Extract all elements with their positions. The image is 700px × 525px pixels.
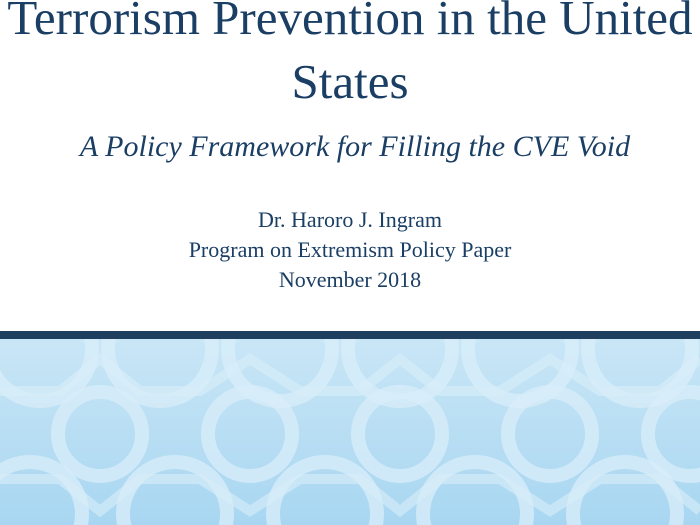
publication-date: November 2018 <box>278 267 422 292</box>
paper-series: Program on Extremism Policy Paper <box>188 237 512 262</box>
author-name: Dr. Haroro J. Ingram <box>258 207 442 232</box>
decorative-pattern-band <box>0 339 700 525</box>
document-title: Terrorism Prevention in the United States <box>7 0 693 109</box>
divider-rule <box>0 331 700 339</box>
document-meta <box>0 205 700 295</box>
geometric-pattern <box>0 339 700 525</box>
document-subtitle: A Policy Framework for Filling the CVE Void <box>79 130 631 163</box>
